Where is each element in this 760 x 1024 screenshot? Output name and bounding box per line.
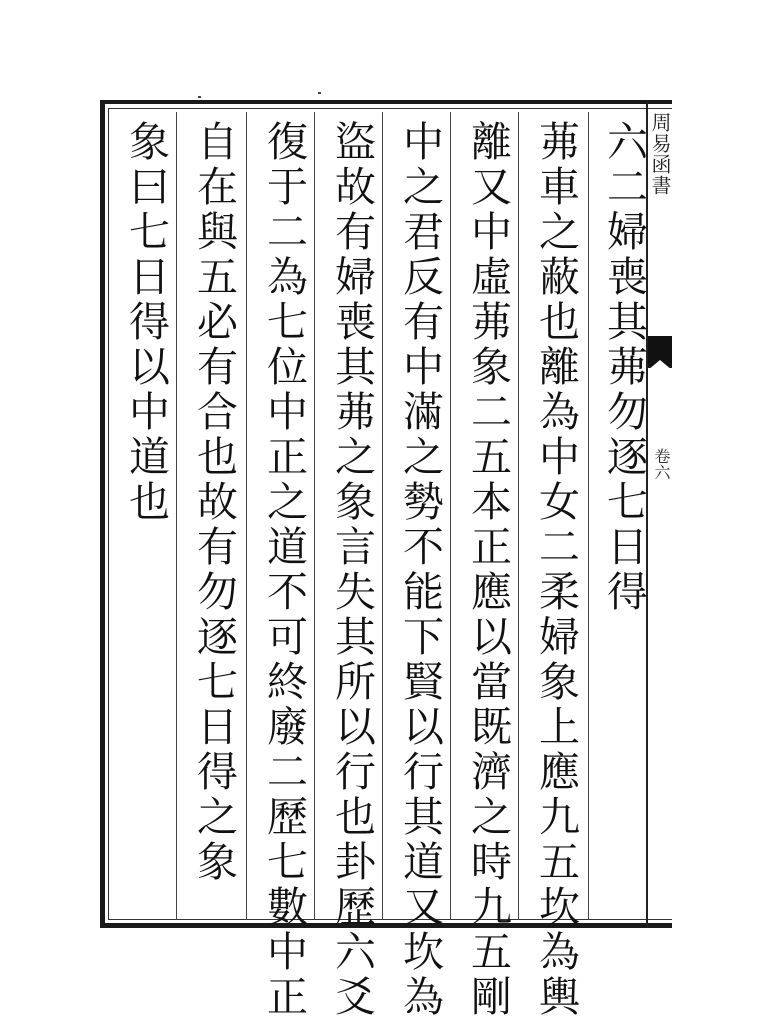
text-column-4: 中之君反有中滿之勢不能下賢以行其道又坎為 [396, 120, 444, 1020]
text-column-5: 盜故有婦喪其茀之象言失其所以行也卦歷六爻 [328, 120, 376, 1020]
column-rule [518, 112, 519, 920]
margin-title: 周易函書 [648, 112, 672, 196]
scan-speck [198, 96, 201, 98]
column-rule [176, 112, 177, 920]
scan-speck [318, 92, 321, 94]
text-column-2: 茀車之蔽也離為中女二柔婦象上應九五坎為輿 [532, 120, 580, 1020]
volume-label: 卷六 [652, 448, 671, 480]
column-rule [246, 112, 247, 920]
column-rule [314, 112, 315, 920]
text-column-3: 離又中虛茀象二五本正應以當既濟之時九五剛 [464, 120, 512, 1020]
text-column-1: 六二婦喪其茀勿逐七日得 [600, 120, 648, 615]
text-column-6: 復于二為七位中正之道不可終廢二歷七數中正 [260, 120, 308, 1020]
text-column-8: 象曰七日得以中道也 [122, 120, 170, 525]
column-rule [588, 112, 589, 920]
column-rule [382, 112, 383, 920]
text-column-7: 自在與五必有合也故有勿逐七日得之象 [190, 120, 238, 885]
column-rule [450, 112, 451, 920]
